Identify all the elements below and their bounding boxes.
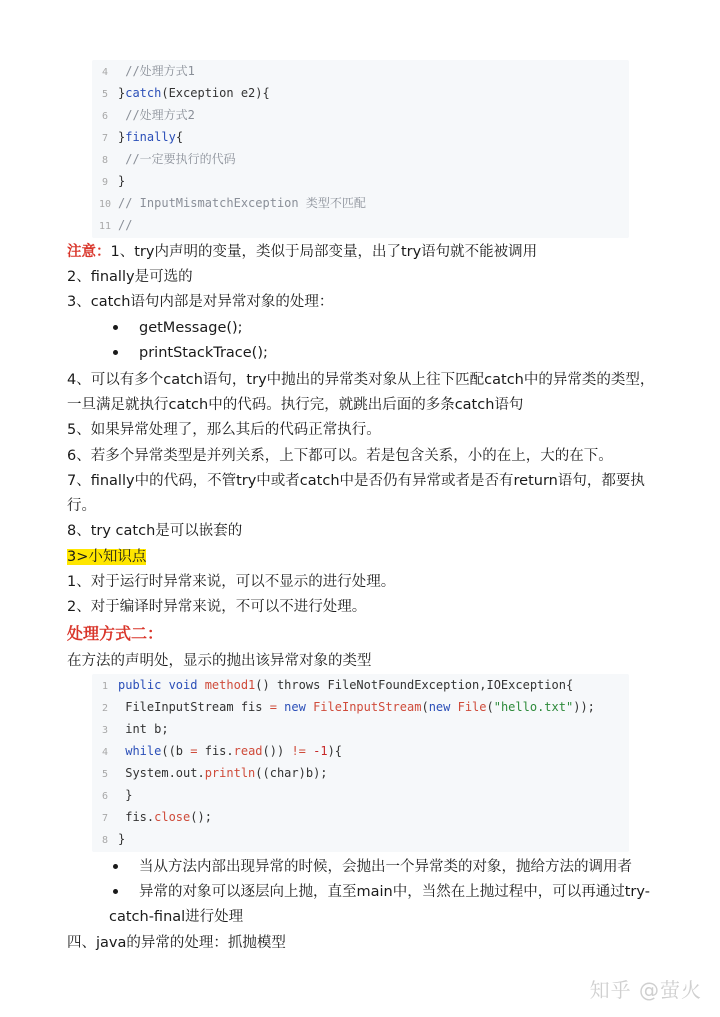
- code-token: }: [118, 86, 126, 100]
- code-token: (: [486, 700, 494, 714]
- code-token: ){: [327, 744, 343, 758]
- code-line: [92, 806, 212, 828]
- code-token: "hello.txt": [493, 700, 574, 714]
- watermark: 知乎 @萤火: [589, 978, 702, 1002]
- code-token: (Exception e2){: [161, 86, 270, 100]
- code-token: ()): [262, 744, 292, 758]
- code-line: [92, 214, 132, 236]
- code-token: }: [118, 832, 126, 846]
- code-token: new: [284, 700, 314, 714]
- line-number: 4: [101, 747, 109, 758]
- method2-heading: 处理方式二：: [67, 624, 164, 643]
- point-3: 3、catch语句内部是对异常对象的处理：: [67, 294, 334, 310]
- code-token: // InputMismatchException 类型不匹配: [118, 196, 366, 210]
- throw-bullet-2-line-1: 异常的对象可以逐层向上抛，直至main中，当然在上抛过程中，可以再通过try-: [139, 884, 650, 900]
- method2-description: 在方法的声明处，显示的抛出该异常对象的类型: [67, 653, 372, 669]
- code-line: [92, 170, 125, 192]
- code-token: {: [175, 130, 184, 144]
- code-token: () throws FileNotFoundException,IOException{: [255, 678, 574, 692]
- code-line: [92, 828, 125, 850]
- tip-heading: [67, 547, 146, 567]
- code-token: ((char)b);: [255, 766, 328, 780]
- line-number: 5: [101, 769, 109, 780]
- point-2: 2、finally是可选的: [67, 269, 193, 285]
- point-6: 6、若多个异常类型是并列关系，上下都可以。若是包含关系，小的在上，大的在下。: [67, 448, 613, 464]
- code-line: [92, 104, 195, 126]
- line-number: 5: [101, 89, 109, 100]
- bullet-dot: [113, 350, 118, 355]
- point-7-line-2: 行。: [67, 498, 96, 514]
- code-token: (: [421, 700, 429, 714]
- code-line: [92, 126, 183, 148]
- point-4-line-1: 4、可以有多个catch语句，try中抛出的异常类对象从上往下匹配catch中的异常类的类型，: [67, 372, 655, 388]
- bullet-dot: [113, 864, 118, 869]
- code-line: [92, 82, 270, 104]
- line-number: 7: [101, 133, 109, 144]
- code-line: [92, 148, 236, 170]
- code-token: ((b: [161, 744, 191, 758]
- line-number: 2: [101, 703, 109, 714]
- code-line: [92, 740, 342, 762]
- code-token: new: [428, 700, 458, 714]
- code-token: int b;: [118, 722, 169, 736]
- code-token: while: [118, 744, 162, 758]
- tip-heading-text: 3>小知识点: [67, 549, 147, 565]
- bullet-printstacktrace: printStackTrace();: [139, 345, 268, 361]
- code-token: method1: [204, 678, 256, 692]
- line-number: 11: [98, 221, 112, 232]
- line-number: 6: [101, 791, 109, 802]
- code-token: catch: [125, 86, 162, 100]
- point-5: 5、如果异常处理了，那么其后的代码正常执行。: [67, 422, 381, 438]
- code-token: ));: [573, 700, 595, 714]
- code-token: }: [118, 130, 126, 144]
- code-line: [92, 674, 573, 696]
- line-number: 4: [101, 67, 109, 78]
- code-token: !=: [291, 744, 306, 758]
- code-line: [92, 784, 132, 806]
- code-token: FileInputStream: [313, 700, 422, 714]
- code-token: =: [269, 700, 285, 714]
- bullet-dot: [113, 325, 118, 330]
- point-8: 8、try catch是可以嵌套的: [67, 523, 243, 539]
- code-token: }: [118, 174, 126, 188]
- code-token: finally: [125, 130, 176, 144]
- line-number: 7: [101, 813, 109, 824]
- code-token: //: [118, 218, 133, 232]
- code-token: //处理方式1: [118, 64, 195, 78]
- code-block-2: [92, 674, 629, 852]
- throw-bullet-2-line-2: catch-final进行处理: [109, 909, 244, 925]
- code-token: File: [457, 700, 487, 714]
- code-line: [92, 192, 366, 214]
- code-token: FileInputStream fis: [118, 700, 270, 714]
- code-line: [92, 762, 328, 784]
- note-text: 1、try内声明的变量，类似于局部变量，出了try语句就不能被调用: [110, 244, 538, 260]
- throw-bullet-1: 当从方法内部出现异常的时候，会抛出一个异常类的对象，抛给方法的调用者: [139, 859, 632, 875]
- code-token: =: [190, 744, 198, 758]
- code-token: -1: [313, 744, 328, 758]
- point-4-line-2: 一旦满足就执行catch中的代码。执行完，就跳出后面的多条catch语句: [67, 397, 524, 413]
- code-token: read: [233, 744, 263, 758]
- line-number: 1: [101, 681, 109, 692]
- code-token: }: [118, 788, 133, 802]
- code-token: public void: [118, 678, 205, 692]
- code-token: fis.: [197, 744, 234, 758]
- line-number: 6: [101, 111, 109, 122]
- code-line: [92, 718, 169, 740]
- code-token: fis.: [118, 810, 155, 824]
- line-number: 9: [101, 177, 109, 188]
- code-token: System.out.: [118, 766, 205, 780]
- code-token: println: [204, 766, 256, 780]
- point-7-line-1: 7、finally中的代码，不管try中或者catch中是否仍有异常或者是否有return语句，都要执: [67, 473, 645, 489]
- code-token: ();: [190, 810, 212, 824]
- line-number: 10: [98, 199, 112, 210]
- code-line: [92, 696, 595, 718]
- section-4-heading: 四、java的异常的处理：抓抛模型: [67, 935, 286, 951]
- note-label: 注意：: [67, 244, 111, 260]
- code-line: [92, 60, 195, 82]
- code-token: //处理方式2: [118, 108, 195, 122]
- line-number: 8: [101, 835, 109, 846]
- tip-2: 2、对于编译时异常来说，不可以不进行处理。: [67, 599, 367, 615]
- code-token: close: [154, 810, 191, 824]
- tip-1: 1、对于运行时异常来说，可以不显示的进行处理。: [67, 574, 396, 590]
- note-line: [67, 242, 537, 262]
- bullet-getmessage: getMessage();: [139, 320, 243, 336]
- code-token: //一定要执行的代码: [118, 152, 236, 166]
- bullet-dot: [113, 889, 118, 894]
- code-block-1: [92, 60, 629, 238]
- line-number: 3: [101, 725, 109, 736]
- line-number: 8: [101, 155, 109, 166]
